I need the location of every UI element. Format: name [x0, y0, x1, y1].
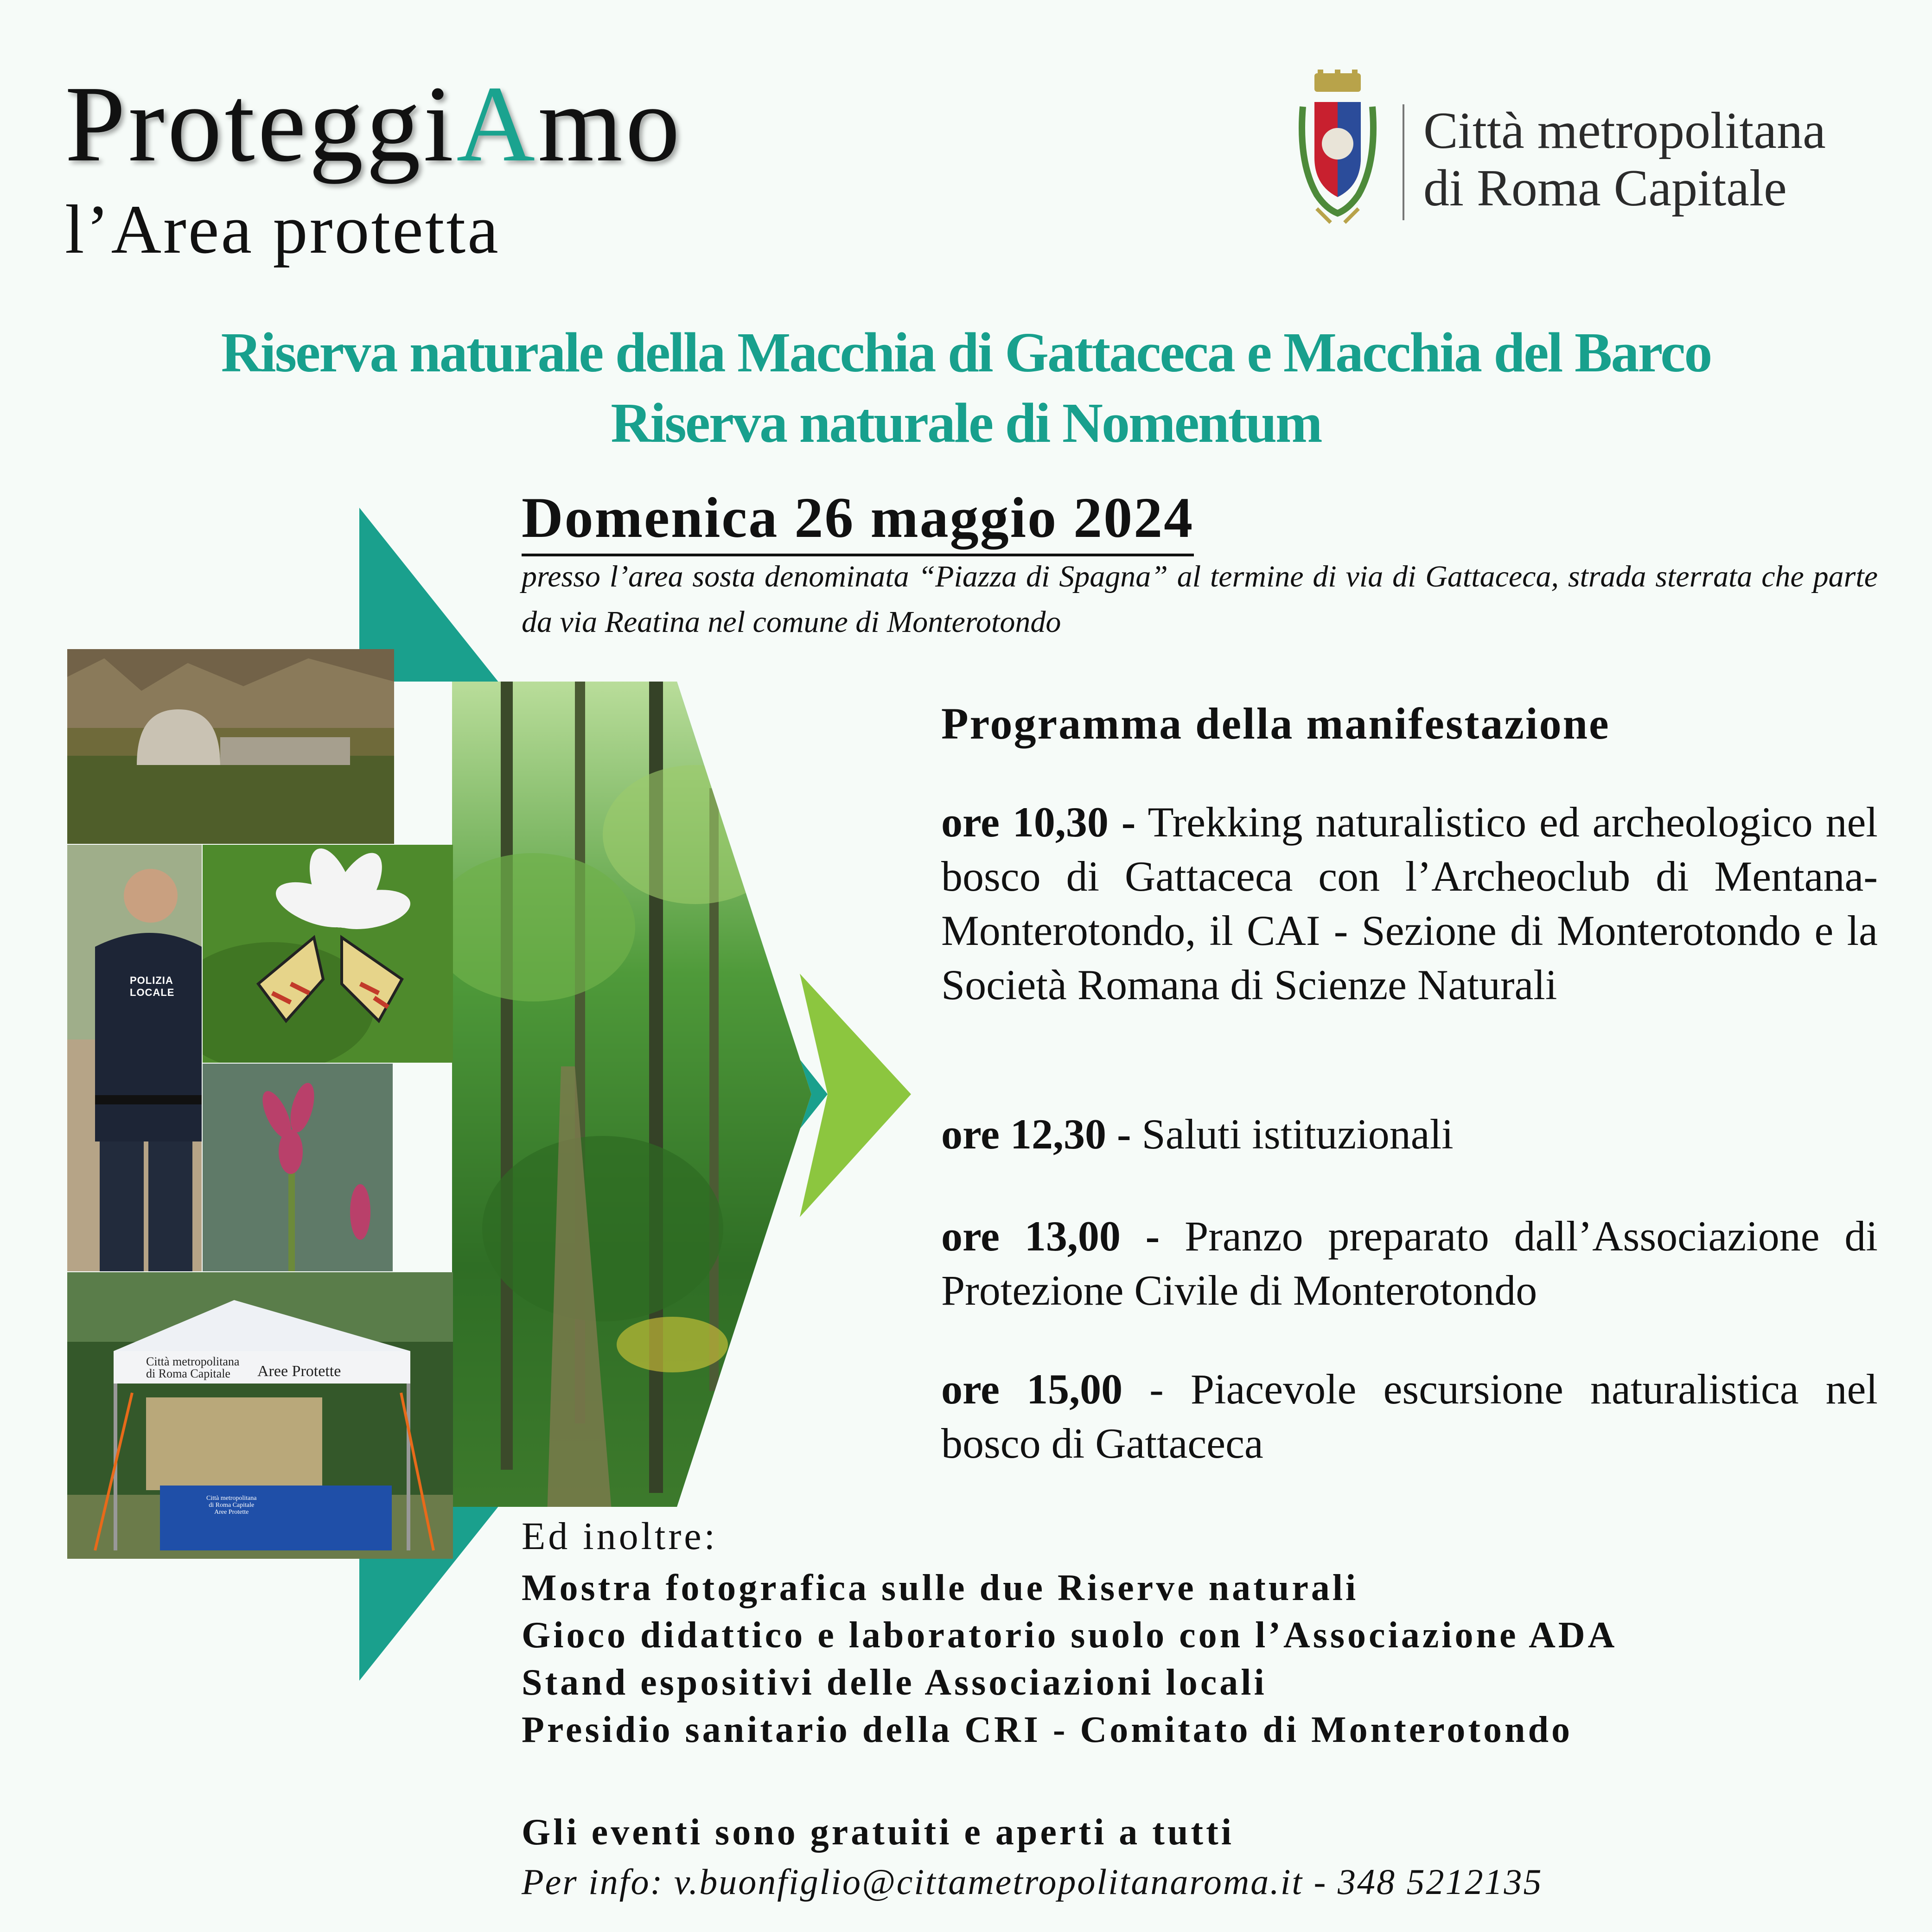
program-item-time: ore 12,30 -: [941, 1110, 1131, 1158]
police-officer-photo: [67, 845, 202, 1271]
logo-line-1: Città metropolitana: [1423, 102, 1826, 159]
program-item-3: [941, 1209, 1878, 1318]
event-title: ProteggiAmo: [65, 64, 683, 184]
program-item-2: [941, 1107, 1878, 1161]
tent-banner-right: Aree Protette: [257, 1363, 341, 1380]
extras-intro: Ed inoltre:: [522, 1515, 718, 1558]
logo-divider: [1403, 104, 1404, 220]
butterfly-flower-photo: [203, 845, 453, 1063]
event-location: presso l’area sosta denominata “Piazza di Spagna” al termine di via di Gattaceca, strada sterrata che parte da via Reatina nel comune di Monterotondo: [522, 560, 1878, 639]
extra-item: Gioco didattico e laboratorio suolo con l’Associazione ADA: [522, 1615, 1618, 1656]
extra-item: Stand espositivi delle Associazioni locali: [522, 1662, 1267, 1703]
table-cover-label: Città metropolitana di Roma Capitale Aree Protette: [206, 1495, 257, 1516]
coat-of-arms-icon: [1289, 70, 1386, 227]
program-item-text: Saluti istituzionali: [1131, 1110, 1454, 1158]
event-date: Domenica 26 maggio 2024: [522, 487, 1194, 556]
extra-item: Mostra fotografica sulle due Riserve naturali: [522, 1568, 1359, 1608]
police-jacket-label: POLIZIA LOCALE: [130, 975, 175, 998]
program-item-text: Pranzo preparato dall’Associazione di Protezione Civile di Monterotondo: [941, 1212, 1878, 1314]
orchid-photo: [203, 1064, 393, 1271]
logo-text: [1423, 102, 1826, 217]
ruins-photo: [67, 649, 394, 844]
program-item-time: ore 13,00 -: [941, 1212, 1160, 1260]
program-item-text: Trekking naturalistico ed archeologico nel bosco di Gattaceca con l’Archeoclub di Mentana-Monterotondo, il CAI - Sezione di Monterotondo e la Società Romana di Scienze Naturali: [941, 798, 1878, 1008]
program-item-time: ore 15,00: [941, 1365, 1123, 1413]
info-tent-photo: [67, 1272, 453, 1559]
program-item-1: [941, 795, 1878, 1012]
forest-path-photo: [431, 682, 823, 1516]
logo-line-2: di Roma Capitale: [1423, 159, 1787, 217]
program-item-time: ore 10,30 -: [941, 798, 1136, 846]
extra-item: Presidio sanitario della CRI - Comitato di Monterotondo: [522, 1709, 1573, 1750]
organization-logo: [1289, 70, 1892, 232]
program-title: Programma della manifestazione: [941, 699, 1610, 748]
tent-banner-left: Città metropolitana di Roma Capitale: [146, 1355, 240, 1380]
free-entry-note: Gli eventi sono gratuiti e aperti a tutti: [522, 1812, 1234, 1853]
contact-info: Per info: v.buonfiglio@cittametropolitanaroma.it - 348 5212135: [522, 1862, 1543, 1902]
reserve-heading-1: Riserva naturale della Macchia di Gattaceca e Macchia del Barco: [221, 321, 1711, 384]
event-subtitle: l’Area protetta: [65, 191, 500, 268]
title-accent-letter: A: [456, 64, 538, 184]
program-item-text: - Piacevole escursione naturalistica nel bosco di Gattaceca: [941, 1365, 1878, 1467]
program-item-4: [941, 1362, 1878, 1471]
reserve-heading-2: Riserva naturale di Nomentum: [611, 392, 1321, 454]
